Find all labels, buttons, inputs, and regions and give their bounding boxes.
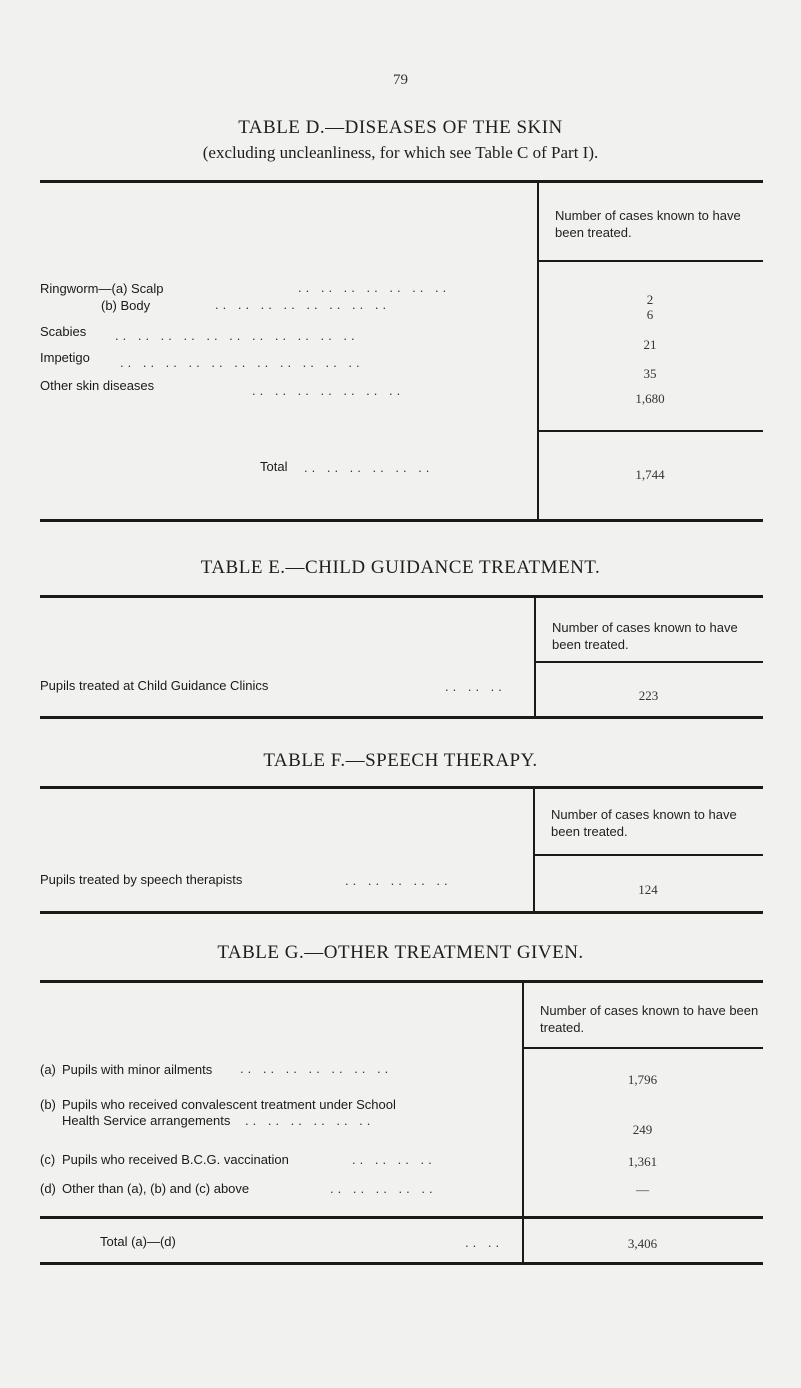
- table-d-top-rule: [40, 180, 763, 183]
- table-d: [40, 180, 763, 525]
- table-d-row-value: 1,680: [635, 391, 665, 406]
- leader-dots: .. .. .. .. .. ..: [245, 1113, 375, 1128]
- table-g-row-label-continued: Health Service arrangements: [62, 1113, 231, 1128]
- table-g-total-label: Total (a)—(d): [100, 1234, 176, 1249]
- table-g-row-letter: (c): [40, 1152, 56, 1167]
- table-g-row-letter: (b): [40, 1097, 56, 1112]
- leader-dots: .. .. ..: [445, 679, 506, 694]
- table-g-row-value: 1,361: [627, 1154, 658, 1169]
- table-d-row-value: 35: [643, 366, 657, 381]
- table-g-total-block: [40, 1216, 763, 1266]
- table-d-total-value: 1,744: [635, 467, 665, 482]
- table-f-row-value: 124: [638, 882, 658, 897]
- table-e: [40, 595, 763, 725]
- table-f-title: TABLE F.—SPEECH THERAPY.: [263, 750, 538, 771]
- table-g-title: TABLE G.—OTHER TREATMENT GIVEN.: [217, 942, 584, 963]
- table-g-row-letter: (a): [40, 1062, 56, 1077]
- table-g-row-value: 249: [632, 1122, 653, 1137]
- page-number: 79: [393, 72, 408, 88]
- table-e-title: TABLE E.—CHILD GUIDANCE TREATMENT.: [200, 557, 601, 578]
- table-d-total-label: Total: [260, 459, 288, 474]
- table-g-row-label: Pupils with minor ailments: [62, 1062, 213, 1077]
- table-f-column-header: Number of cases known to have been treated.: [551, 807, 737, 839]
- table-g-row-value: —: [636, 1182, 649, 1197]
- table-f-top-rule: [40, 786, 763, 789]
- leader-dots: .. .. .. ..: [352, 1152, 436, 1167]
- table-e-bottom-rule: [40, 716, 763, 719]
- table-g-column-header: Number of cases known to have been treated.: [540, 1003, 759, 1035]
- table-d-row-value: 2: [646, 292, 654, 307]
- table-g-bottom-rule: [40, 1262, 763, 1265]
- table-g-row-label: Pupils who received B.C.G. vaccination: [62, 1152, 289, 1167]
- table-d-title: TABLE D.—DISEASES OF THE SKIN: [238, 117, 563, 138]
- leader-dots: .. .. .. .. ..: [345, 873, 452, 888]
- table-d-total-rule: [537, 430, 763, 432]
- table-d-column-header: Number of cases known to have been treated.: [555, 208, 741, 240]
- table-f: [40, 786, 763, 916]
- table-g-row-label: Pupils who received convalescent treatment under School: [62, 1097, 396, 1112]
- table-d-row-value: 6: [646, 307, 654, 322]
- table-d-bottom-rule: [40, 519, 763, 522]
- table-e-row-label: Pupils treated at Child Guidance Clinics: [40, 678, 269, 693]
- table-d-row-value: 21: [643, 337, 657, 352]
- table-g-total-rule: [522, 1216, 763, 1218]
- leader-dots: .. .. .. .. .. .. .. .. .. .. ..: [115, 328, 359, 343]
- table-d-row-label: Other skin diseases: [40, 378, 155, 393]
- leader-dots: .. .. .. .. ..: [330, 1181, 437, 1196]
- table-g: [40, 980, 763, 1225]
- table-d-row-label: Scabies: [40, 324, 87, 339]
- table-e-row-value: 223: [638, 688, 659, 703]
- table-g-row-letter: (d): [40, 1181, 56, 1196]
- table-d-row-label: Impetigo: [40, 350, 90, 365]
- table-e-header-rule: [534, 661, 763, 663]
- table-g-top-rule: [40, 980, 763, 983]
- table-d-subtitle: (excluding uncleanliness, for which see Table C of Part I).: [202, 143, 599, 162]
- leader-dots: .. .. .. .. .. .. ..: [298, 280, 451, 295]
- table-d-row-label: Ringworm—(a) Scalp: [40, 281, 164, 296]
- table-g-row-label: Other than (a), (b) and (c) above: [62, 1181, 250, 1196]
- leader-dots: .. .. .. .. .. .. .. .. .. .. ..: [120, 355, 364, 370]
- table-f-header-rule: [533, 854, 763, 856]
- leader-dots: .. .. .. .. .. .. .. ..: [215, 297, 391, 312]
- table-d-row-label: (b) Body: [101, 298, 151, 313]
- leader-dots: .. .. .. .. .. ..: [304, 460, 434, 475]
- leader-dots: .. ..: [465, 1235, 504, 1250]
- table-d-header-rule: [537, 260, 763, 262]
- leader-dots: .. .. .. .. .. .. ..: [240, 1061, 393, 1076]
- table-f-row-label: Pupils treated by speech therapists: [40, 872, 243, 887]
- table-e-top-rule: [40, 595, 763, 598]
- table-f-bottom-rule: [40, 911, 763, 914]
- table-g-row-value: 1,796: [627, 1072, 658, 1087]
- table-g-total-value: 3,406: [627, 1236, 658, 1251]
- table-g-header-rule: [522, 1047, 763, 1049]
- table-e-column-header: Number of cases known to have been treated.: [552, 620, 738, 652]
- leader-dots: .. .. .. .. .. .. ..: [252, 383, 405, 398]
